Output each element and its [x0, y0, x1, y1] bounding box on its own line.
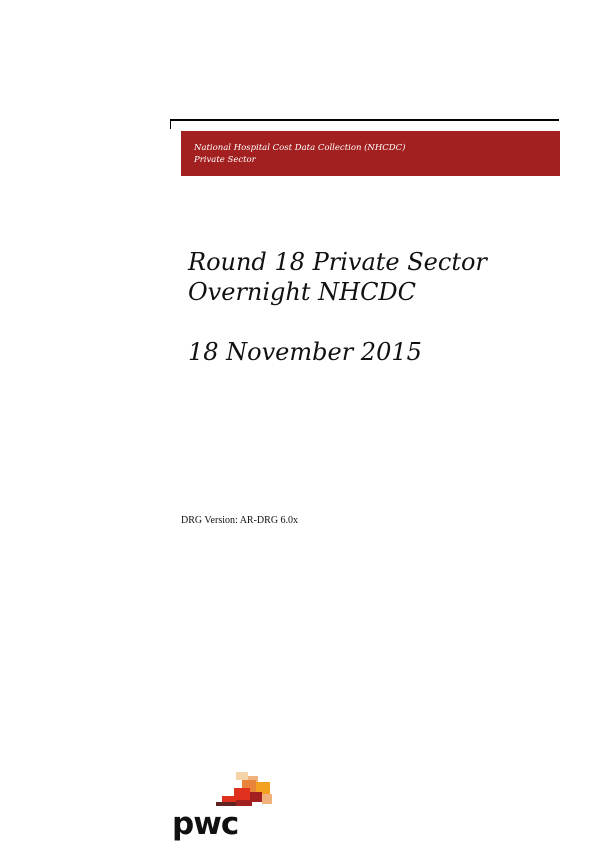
title-line-2: Overnight NHCDC — [188, 278, 417, 306]
left-tick — [170, 119, 171, 129]
banner-line-2: Private Sector — [194, 155, 256, 165]
banner-line-1: National Hospital Cost Data Collection (NHCDC) — [194, 143, 406, 153]
header-banner — [181, 131, 560, 176]
document-title — [188, 247, 487, 307]
drg-version: DRG Version: AR-DRG 6.0x — [181, 515, 299, 526]
pwc-logo-text: pwc — [172, 806, 239, 842]
top-rule — [170, 119, 559, 121]
title-line-1: Round 18 Private Sector — [188, 248, 487, 276]
pwc-logo-mark-icon — [216, 772, 274, 808]
document-date: 18 November 2015 — [188, 338, 422, 366]
